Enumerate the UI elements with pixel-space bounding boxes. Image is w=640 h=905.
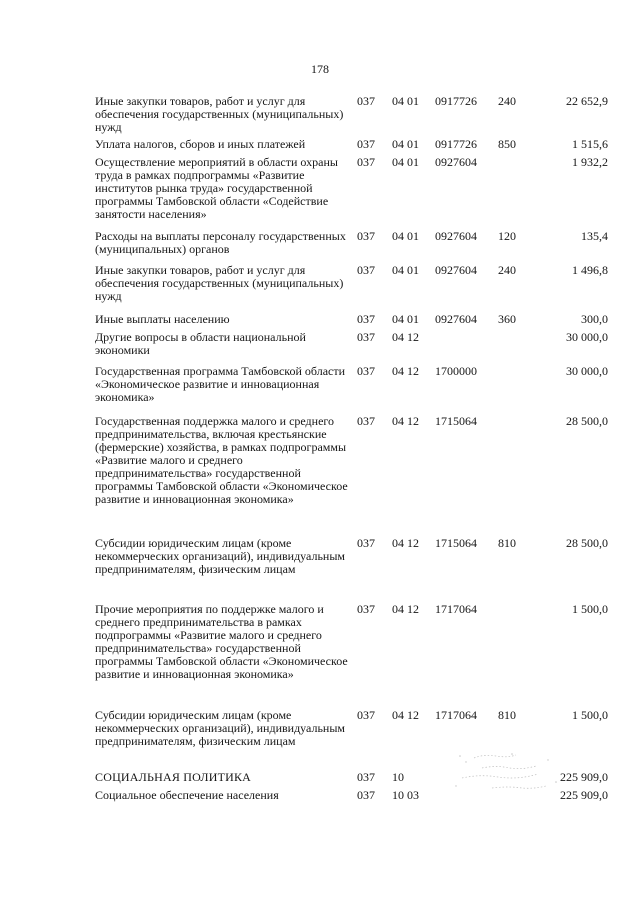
expense-type-code: 240	[498, 94, 516, 108]
expense-type-code: 850	[498, 137, 516, 151]
amount: 300,0	[581, 312, 608, 326]
expense-type-code	[498, 415, 541, 537]
table-row	[95, 313, 608, 331]
expense-name: Субсидии юридическим лицам (кроме некоммерческих организаций), индивидуальным предпринимателям, физическим лицам	[95, 536, 345, 576]
amount: 1 496,8	[572, 263, 608, 277]
target-article-code: 0917726	[435, 137, 477, 151]
org-code: 037	[357, 94, 375, 108]
amount: 22 652,9	[566, 94, 608, 108]
table-row	[95, 365, 608, 415]
org-code: 037	[357, 263, 375, 277]
section-code: 04 12	[392, 414, 419, 428]
org-code: 037	[357, 770, 375, 784]
target-article-code: 1700000	[435, 364, 477, 378]
section-code: 04 12	[392, 330, 419, 344]
section-code: 04 01	[392, 94, 419, 108]
section-code: 04 01	[392, 229, 419, 243]
section-code: 04 12	[392, 602, 419, 616]
stamp-smudge	[452, 748, 570, 800]
expense-name: Иные закупки товаров, работ и услуг для обеспечения государственных (муниципальных) нужд	[95, 263, 344, 303]
table-row	[95, 331, 608, 365]
org-code: 037	[357, 312, 375, 326]
expense-name: Прочие мероприятия по поддержке малого и среднего предпринимательства в рамках подпрограммы «Развитие малого и среднего предпринимательства» государственной программы Тамбовской области «Экономическое развитие и инновационная экономика»	[95, 602, 348, 681]
table-row	[95, 95, 608, 138]
target-article-code: 1715064	[435, 414, 477, 428]
table-row	[95, 156, 608, 230]
expense-name: Государственная поддержка малого и среднего предпринимательства, включая крестьянские (фермерские) хозяйства, в рамках подпрограммы «Развитие малого и среднего предпринимательства» государственной программы Тамбовской области «Экономическое развитие и инновационная экономика»	[95, 414, 348, 506]
section-code: 04 01	[392, 312, 419, 326]
org-code: 037	[357, 364, 375, 378]
expense-type-code	[498, 365, 541, 415]
amount: 135,4	[581, 229, 608, 243]
section-code: 04 12	[392, 708, 419, 722]
target-article-code: 0927604	[435, 155, 477, 169]
amount: 1 515,6	[572, 137, 608, 151]
table-row	[95, 230, 608, 264]
org-code: 037	[357, 602, 375, 616]
org-code: 037	[357, 137, 375, 151]
expense-name: Государственная программа Тамбовской области «Экономическое развитие и инновационная экономика»	[95, 364, 346, 404]
org-code: 037	[357, 229, 375, 243]
section-code: 04 12	[392, 364, 419, 378]
table-row	[95, 415, 608, 537]
expense-type-code	[498, 603, 541, 709]
expense-type-code: 810	[498, 536, 516, 550]
amount: 1 500,0	[572, 602, 608, 616]
expense-name: Другие вопросы в области национальной экономики	[95, 330, 306, 357]
expense-name: СОЦИАЛЬНАЯ ПОЛИТИКА	[95, 770, 252, 784]
expense-name: Иные закупки товаров, работ и услуг для обеспечения государственных (муниципальных) нужд	[95, 94, 344, 134]
target-article-code: 0927604	[435, 229, 477, 243]
expense-name: Уплата налогов, сборов и иных платежей	[95, 137, 306, 151]
target-article-code	[435, 331, 498, 365]
org-code: 037	[357, 330, 375, 344]
org-code: 037	[357, 536, 375, 550]
expense-name: Социальное обеспечение населения	[95, 788, 279, 802]
target-article-code: 0927604	[435, 312, 477, 326]
section-code: 04 01	[392, 263, 419, 277]
amount: 1 932,2	[572, 155, 608, 169]
expense-type-code: 360	[498, 312, 516, 326]
table-row	[95, 264, 608, 313]
expense-type-code: 240	[498, 263, 516, 277]
org-code: 037	[357, 708, 375, 722]
amount: 28 500,0	[566, 414, 608, 428]
budget-table	[95, 95, 608, 809]
table-row	[95, 603, 608, 709]
target-article-code: 1715064	[435, 536, 477, 550]
amount: 225 909,0	[560, 770, 608, 784]
expense-name: Осуществление мероприятий в области охраны труда в рамках подпрограммы «Развитие институтов рынка труда» государственной программы Тамбовской области «Содействие занятости населения»	[95, 155, 338, 221]
section-code: 10	[392, 770, 404, 784]
target-article-code: 0917726	[435, 94, 477, 108]
expense-name: Субсидии юридическим лицам (кроме некоммерческих организаций), индивидуальным предпринимателям, физическим лицам	[95, 708, 345, 748]
org-code: 037	[357, 414, 375, 428]
section-code: 04 12	[392, 536, 419, 550]
table-row	[95, 537, 608, 603]
org-code: 037	[357, 155, 375, 169]
amount: 30 000,0	[566, 330, 608, 344]
amount: 1 500,0	[572, 708, 608, 722]
expense-type-code	[498, 331, 541, 365]
page-number: 178	[311, 62, 329, 76]
amount: 28 500,0	[566, 536, 608, 550]
section-code: 04 01	[392, 137, 419, 151]
expense-type-code	[498, 156, 541, 230]
expense-name: Расходы на выплаты персоналу государственных (муниципальных) органов	[95, 229, 346, 256]
section-code: 04 01	[392, 155, 419, 169]
expense-name: Иные выплаты населению	[95, 312, 230, 326]
expense-type-code: 810	[498, 708, 516, 722]
target-article-code: 1717064	[435, 602, 477, 616]
expense-type-code: 120	[498, 229, 516, 243]
amount: 225 909,0	[560, 788, 608, 802]
target-article-code: 1717064	[435, 708, 477, 722]
amount: 30 000,0	[566, 364, 608, 378]
section-code: 10 03	[392, 788, 419, 802]
org-code: 037	[357, 788, 375, 802]
table-row	[95, 138, 608, 156]
target-article-code: 0927604	[435, 263, 477, 277]
